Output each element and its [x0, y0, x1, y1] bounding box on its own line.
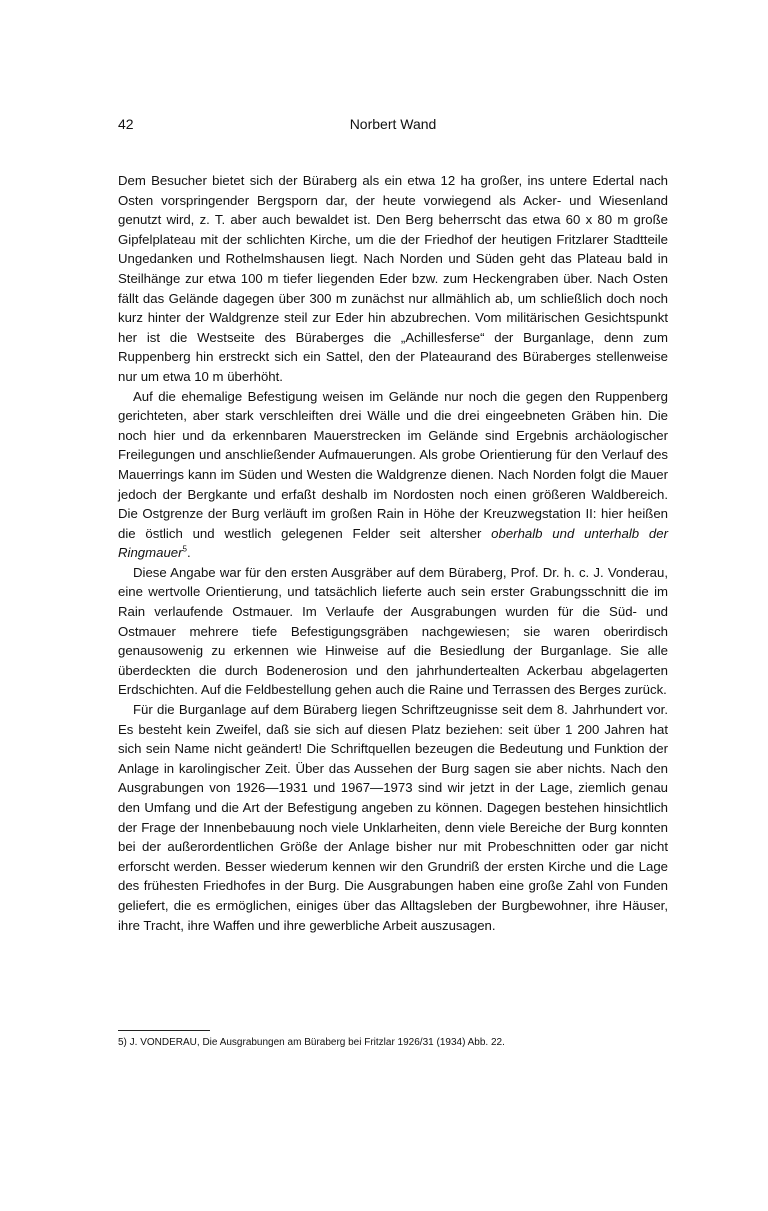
body-text [118, 171, 668, 935]
running-title: Norbert Wand [349, 116, 437, 132]
footnote-reference[interactable]: 5 [182, 544, 187, 554]
paragraph-2: Auf die ehemalige Befestigung weisen im Gelände nur noch die gegen den Ruppenberg gerichteten, aber stark verschleiften drei Wälle und die drei eingeebneten Gräben hin. Die noch hier und da erkennbaren Mauerstrecken im Gelände sind Ergebnis archäologischer Freilegungen und anschließender Aufmauerungen. Als grobe Orientierung für den Verlauf des Mauerrings kann im Süden und Westen die Waldgrenze dienen. Nach Norden folgt die Mauer jedoch der Bergkante und erfaßt deshalb im Nordosten noch einen größeren Waldbereich. Die Ostgrenze der Burg verläuft im großen Rain in Höhe der Kreuzwegstation II: hier heißen die östlich und westlich gelegenen Felder seit altersher oberhalb und unterhalb der Ringmauer$^5$. [118, 388, 668, 561]
paragraph-3: Diese Angabe war für den ersten Ausgräber auf dem Büraberg, Prof. Dr. h. c. J. Vonderau, eine wertvolle Orientierung, und tatsächlich lieferte auch sein erster Grabungsschnitt die im Rain verlaufende Ostmauer. Im Verlaufe der Ausgrabungen wurden für die Süd- und Ostmauer mehrere tiefe Befestigungsgräben nachgewiesen; sie waren oberirdisch genausowenig zu erkennen wie Hinweise auf die Besiedlung der Burganlage. Sie alle überdeckten die durch Bodenerosion und den jahrhundertealten Ackerbau abgelagerten Erdschichten. Auf die Feldbestellung gehen auch die Raine und Terrassen des Berges zurück. [118, 564, 668, 698]
paragraph-4: Für die Burganlage auf dem Büraberg liegen Schriftzeugnisse seit dem 8. Jahrhundert vor. Es besteht kein Zweifel, daß sie sich auf diesen Platz beziehen: seit über 1 200 Jahren hat sich sein Name nicht geändert! Die Schriftquellen bezeugen die Bedeutung und Funktion der Anlage in karolingischer Zeit. Über das Aussehen der Burg sagen sie aber nichts. Nach den Ausgrabungen von 1926—1931 und 1967—1973 sind wir jetzt in der Lage, ziemlich genau den Umfang und die Art der Befestigung angeben zu können. Dagegen bestehen hinsichtlich der Frage der Innenbebauung noch viele Unklarheiten, denn viele Bereiche der Burg konnten bei der außerordentlichen Größe der Anlage bisher nur mit Probeschnitten oder gar nicht erforscht werden. Besser wiederum kennen wir den Grundriß der ersten Kirche und die Lage des frühesten Friedhofes in der Burg. Die Ausgrabungen haben eine große Zahl von Funden geliefert, die es ermöglichen, einiges über das Alltagsleben der Burgbewohner, ihre Häuser, ihre Tracht, ihre Waffen und ihre gewerbliche Arbeit auszusagen. [118, 702, 668, 933]
running-head [118, 116, 668, 136]
footnote: 5) J. VONDERAU, Die Ausgrabungen am Büraberg bei Fritzlar 1926/31 (1934) Abb. 22. [118, 1037, 505, 1048]
quoted-field-names: oberhalb und unterhalb der Ringmauer [118, 525, 668, 561]
paragraph-2-text: Auf die ehemalige Befestigung weisen im Gelände nur noch die gegen den Ruppenberg gerichteten, aber stark verschleiften drei Wälle und die drei eingeebneten Gräben hin. Die noch hier und da erkennbaren Mauerstrecken im Gelände sind Ergebnis archäologischer Freilegungen und anschließender Aufmauerungen. Als grobe Orientierung für den Verlauf des Mauerrings kann im Süden und Westen die Waldgrenze dienen. Nach Norden folgt die Mauer jedoch der Bergkante und erfaßt deshalb im Nordosten noch einen größeren Waldbereich. Die Ostgrenze der Burg verläuft im großen Rain in Höhe der Kreuzwegstation II: hier heißen die östlich und westlich gelegenen Felder seit altersher [118, 388, 668, 541]
page [118, 0, 668, 1211]
page-number: 42 [118, 116, 134, 132]
footnote-rule [118, 1030, 210, 1031]
paragraph-1: Dem Besucher bietet sich der Büraberg als ein etwa 12 ha großer, ins untere Edertal nach Osten vorspringender Bergsporn dar, der heute vorwiegend als Acker- und Wiesenland genutzt wird, z. T. aber auch bewaldet ist. Den Berg beherrscht das etwa 60 x 80 m große Gipfelplateau mit der schlichten Kirche, um die der Friedhof der heutigen Fritzlarer Stadtteile Ungedanken und Rothelmshausen liegt. Nach Norden und Süden geht das Plateau bald in Steilhänge zur etwa 100 m tiefer liegenden Eder bzw. zum Heckengraben über. Nach Osten fällt das Gelände dagegen über 300 m zunächst nur allmählich ab, um schließlich doch noch kurz hinter der Waldgrenze steil zur Eder hin abzubrechen. Vom militärischen Gesichtspunkt her ist die Westseite des Büraberges die „Achillesferse“ der Burganlage, denn zum Ruppenberg hin erstreckt sich ein Sattel, den der Plateaurand des Büraberges stellenweise nur um etwa 10 m überhöht. [118, 173, 668, 384]
